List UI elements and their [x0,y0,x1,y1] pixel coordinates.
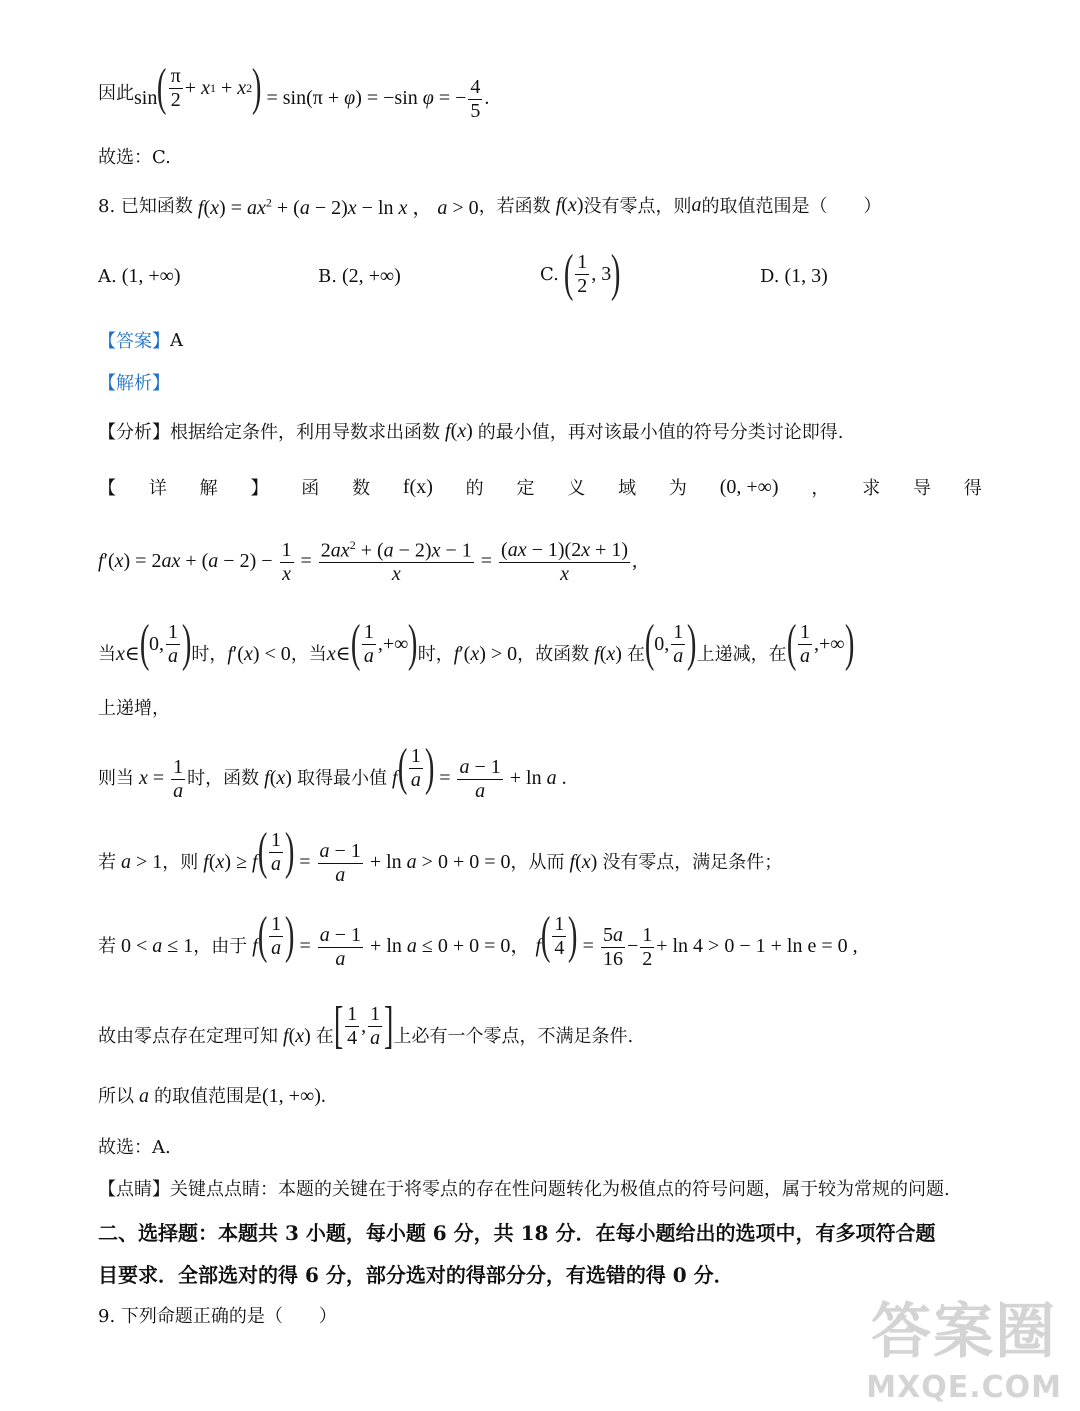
line1-prefix: 因此 [98,83,134,104]
fenxi-tag: 【分析】 [98,422,170,443]
option-a-label: A. [98,265,117,287]
answer-line [98,328,183,352]
monotonic-line-2: 上递增， [98,698,170,719]
choose-c: 故选：C. [98,147,171,168]
option-a-value: (1, +∞) [116,264,181,287]
derivative-formula: f′(x) = 2ax + (a − 2) − $\frac{1}{x}$ = $\frac{2ax^2 + (a - 2)x - 1}{x}$ = $\frac{(ax - 1)(2x + 1)}{x}$ , [98,537,638,586]
answer-value: A [170,329,183,351]
xj-domain: (0, +∞) [719,475,779,498]
option-b-label: B. [318,265,337,287]
q8-option-b [318,248,401,304]
watermark-top: 答案圈 [871,1297,1058,1367]
xj-w15: 导 [913,478,932,499]
xj-w2: 解 [199,478,218,499]
q8-option-a [98,248,181,304]
xj-fx: f(x) [402,475,433,498]
dianjing-text: 关键点点睛：本题的关键在于将零点的存在性问题转化为极值点的符号问题，属于较为常规的问题. [170,1179,950,1200]
range-line [98,1080,326,1110]
dianjing-tag: 【点睛】 [98,1179,170,1200]
answer-tag: 【答案】 [98,331,170,352]
xj-w16: 得 [963,478,982,499]
fenxi-fx: f(x) [445,419,478,442]
option-d-label: D. [760,265,780,287]
min-value-line [98,739,567,802]
q8-stem-a: 8. 已知函数 [98,196,193,217]
fenxi-line [98,416,844,446]
dianjing-line [98,1176,950,1200]
question-9-stem: 9. 下列命题正确的是（ ） [98,1306,337,1327]
watermark-logo [866,1284,1062,1405]
line1-formula: sin ( $\frac{\pi}{2}$ + x 1 + x 2 ) = sin(π + φ) = −sin φ = − $\frac{4}{5}$ . [134,59,490,122]
xj-w1: 详 [148,478,167,499]
section-2-heading-1: 二、选择题：本题共 3 小题，每小题 6 分，共 18 分．在每小题给出的选项中，有多项符合题 [98,1220,936,1245]
xj-w7: 的 [465,478,484,499]
q8-fx: f(x) [555,193,584,216]
q8-a: a [691,193,702,216]
case-a-gt-1-text: 若 a > 1，则 f(x) ≥ f ( $\frac{1}{a}$ ) = $\frac{a - 1}{a}$ + ln a > 0 + 0 = 0，从而 f(x) 没有零点，满足条件； [98,823,783,886]
section-2-heading-2: 目要求．全部选对的得 6 分，部分选对的得部分分，有选错的得 0 分． [98,1262,734,1287]
choose-a: 故选：A. [98,1137,171,1158]
analysis-tag-text: 【解析】 [98,373,170,394]
option-c-label: C. [540,263,559,285]
xj-w14: 求 [862,478,881,499]
fenxi-text-a: 根据给定条件，利用导数求出函数 [170,422,440,443]
option-c-value: ( $\frac{1}{2}$ , 3 ) [563,245,621,302]
analysis-tag [98,370,170,394]
xj-w5: 数 [352,478,371,499]
q8-function: $f(x) = ax^2 + (a - 2)x - \ln x$ ， a > 0 [197,194,479,219]
q8-stem-b: ，若函数 [478,196,551,217]
xj-w9: 义 [567,478,586,499]
xj-w4: 函 [301,478,320,499]
xj-w8: 定 [516,478,535,499]
monotonic-text: 当x∈ ( 0, $\frac{1}{a}$ ) 时，f′(x) < 0，当x∈ ( $\frac{1}{a}$ ,+∞ ) 时，f′(x) > 0，故函数 f(x) 在 ( 0, $\frac{1}{a}$ ) 上递减，在 ( $\frac{1}{a}$ ,+∞ ) [98,615,854,672]
q8-stem-c: 没有零点，则 [583,196,692,217]
xj-w13: ， [811,478,830,499]
xj-w0: 【 [98,478,116,499]
option-b-value: (2, +∞) [336,264,401,287]
option-d-value: (1, 3) [779,264,828,287]
fenxi-text-b: 的最小值，再对该最小值的符号分类讨论即得. [477,422,844,443]
monotonic-line [98,614,854,674]
q8-stem-d: 的取值范围是（ ） [701,196,882,217]
xj-w11: 为 [668,478,687,499]
derivative-line [98,532,637,592]
solution-line-sin [98,59,490,122]
xj-w3: 】 [250,478,269,499]
q8-option-c [540,244,621,304]
watermark-bottom: MXQE.COM [866,1370,1062,1405]
xj-w10: 域 [618,478,637,499]
min-value-text: 则当 x = $\frac{1}{a}$ 时，函数 f(x) 取得最小值 f ( $\frac{1}{a}$ ) = $\frac{a - 1}{a}$ + ln a . [98,739,567,802]
xiangjie-line [98,472,982,502]
case-a-le-1-line [98,907,858,970]
zero-existence-text: 故由零点存在定理可知 f(x) 在 [ $\frac{1}{4}$ , $\frac{1}{a}$ ] 上必有一个零点，不满足条件. [98,997,634,1054]
q8-option-d [760,248,828,304]
zero-existence-line [98,998,633,1054]
range-text: 所以 a 的取值范围是(1, +∞). [98,1085,326,1107]
question-8-stem [98,190,881,220]
case-a-gt-1-line [98,823,783,886]
case-a-le-1-text: 若 0 < a ≤ 1，由于 f ( $\frac{1}{a}$ ) = $\frac{a - 1}{a}$ + ln a ≤ 0 + 0 = 0， f ( $\frac{1}{4}$ ) = $\frac{5a}{16}$ − $\frac{1}{2}$ + ln 4 > 0 − 1 + ln e = 0 , [98,907,858,970]
